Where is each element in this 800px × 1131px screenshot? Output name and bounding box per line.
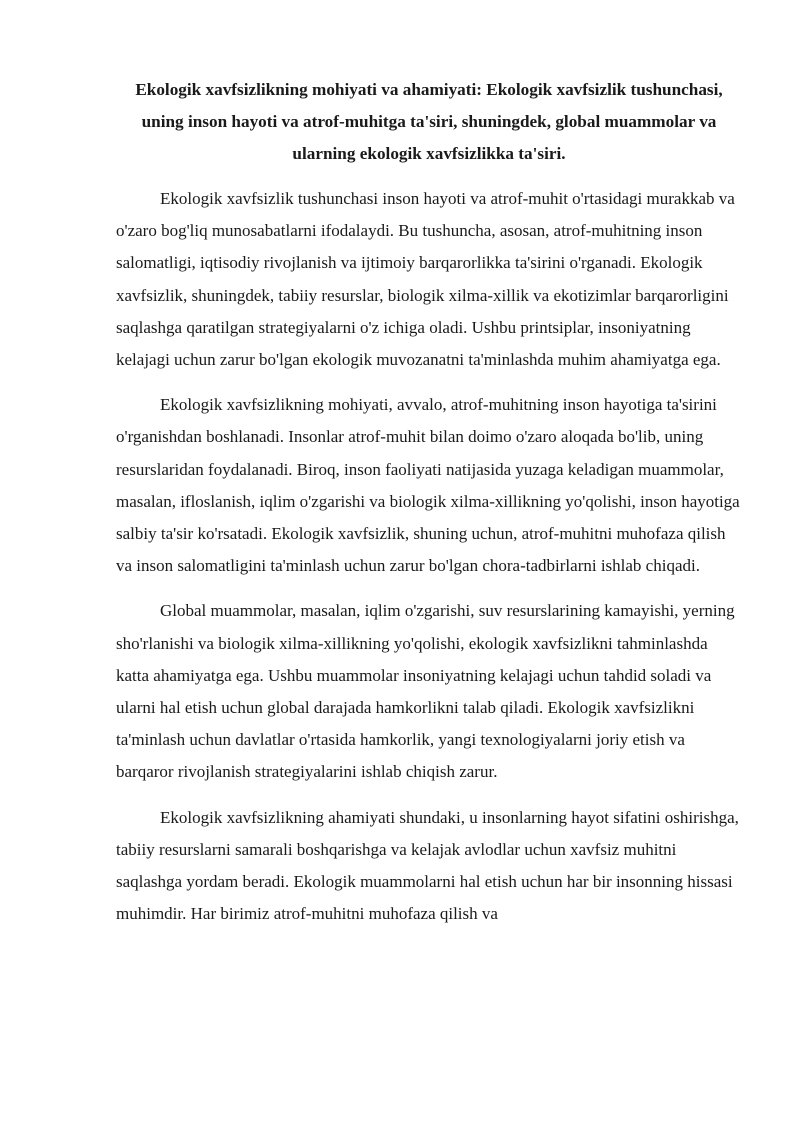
paragraph-2: Ekologik xavfsizlikning mohiyati, avvalo, atrof-muhitning inson hayotiga ta'sirini o'rganishdan boshlanadi. Insonlar atrof-muhit bilan doimo o'zaro aloqada bo'lib, uning resurslaridan foydalanadi. Biroq, inson faoliyati natijasida yuzaga keladigan muammolar, masalan, ifloslanish, iqlim o'zgarishi va biologik xilma-xillikning yo'qolishi, inson hayotiga salbiy ta'sir ko'rsatadi. Ekologik xavfsizlik, shuning uchun, atrof-muhitni muhofaza qilish va inson salomatligini ta'minlash uchun zarur bo'lgan chora-tadbirlarni ishlab chiqadi. xyxy=(116,395,740,576)
paragraph-3: Global muammolar, masalan, iqlim o'zgarishi, suv resurslarining kamayishi, yerning sho'rlanishi va biologik xilma-xillikning yo'qolishi, ekologik xavfsizlikni tahminlashda katta ahamiyatga ega. Ushbu muammolar insoniyatning kelajagi uchun tahdid soladi va ularni hal etish uchun global darajada hamkorlikni talab qiladi. Ekologik xavfsizlikni ta'minlash uchun davlatlar o'rtasida hamkorlik, yangi texnologiyalarni joriy etish va barqaror rivojlanish strategiyalarini ishlab chiqish zarur. xyxy=(116,601,735,782)
document-body xyxy=(116,74,742,930)
paragraph-1: Ekologik xavfsizlik tushunchasi inson hayoti va atrof-muhit o'rtasidagi murakkab va o'zaro bog'liq munosabatlarni ifodalaydi. Bu tushuncha, asosan, atrof-muhitning inson salomatligi, iqtisodiy rivojlanish va ijtimoiy barqarorlikka ta'sirini o'rganadi. Ekologik xavfsizlik, shuningdek, tabiiy resurslar, biologik xilma-xillik va ekotizimlar barqarorligini saqlashga qaratilgan strategiyalarni o'z ichiga oladi. Ushbu printsiplar, insoniyatning kelajagi uchun zarur bo'lgan ekologik muvozanatni ta'minlashda muhim ahamiyatga ega. xyxy=(116,189,735,370)
paragraph-4: Ekologik xavfsizlikning ahamiyati shundaki, u insonlarning hayot sifatini oshirishga, tabiiy resurslarni samarali boshqarishga va kelajak avlodlar uchun xavfsiz muhitni saqlashga yordam beradi. Ekologik muammolarni hal etish uchun har bir insonning hissasi muhimdir. Har birimiz atrof-muhitni muhofaza qilish va xyxy=(116,807,739,924)
document-title: Ekologik xavfsizlikning mohiyati va ahamiyati: Ekologik xavfsizlik tushunchasi, uning inson hayoti va atrof-muhitga ta'siri, shuningdek, global muammolar va ularning ekologik xavfsizlikka ta'siri. xyxy=(135,80,723,163)
